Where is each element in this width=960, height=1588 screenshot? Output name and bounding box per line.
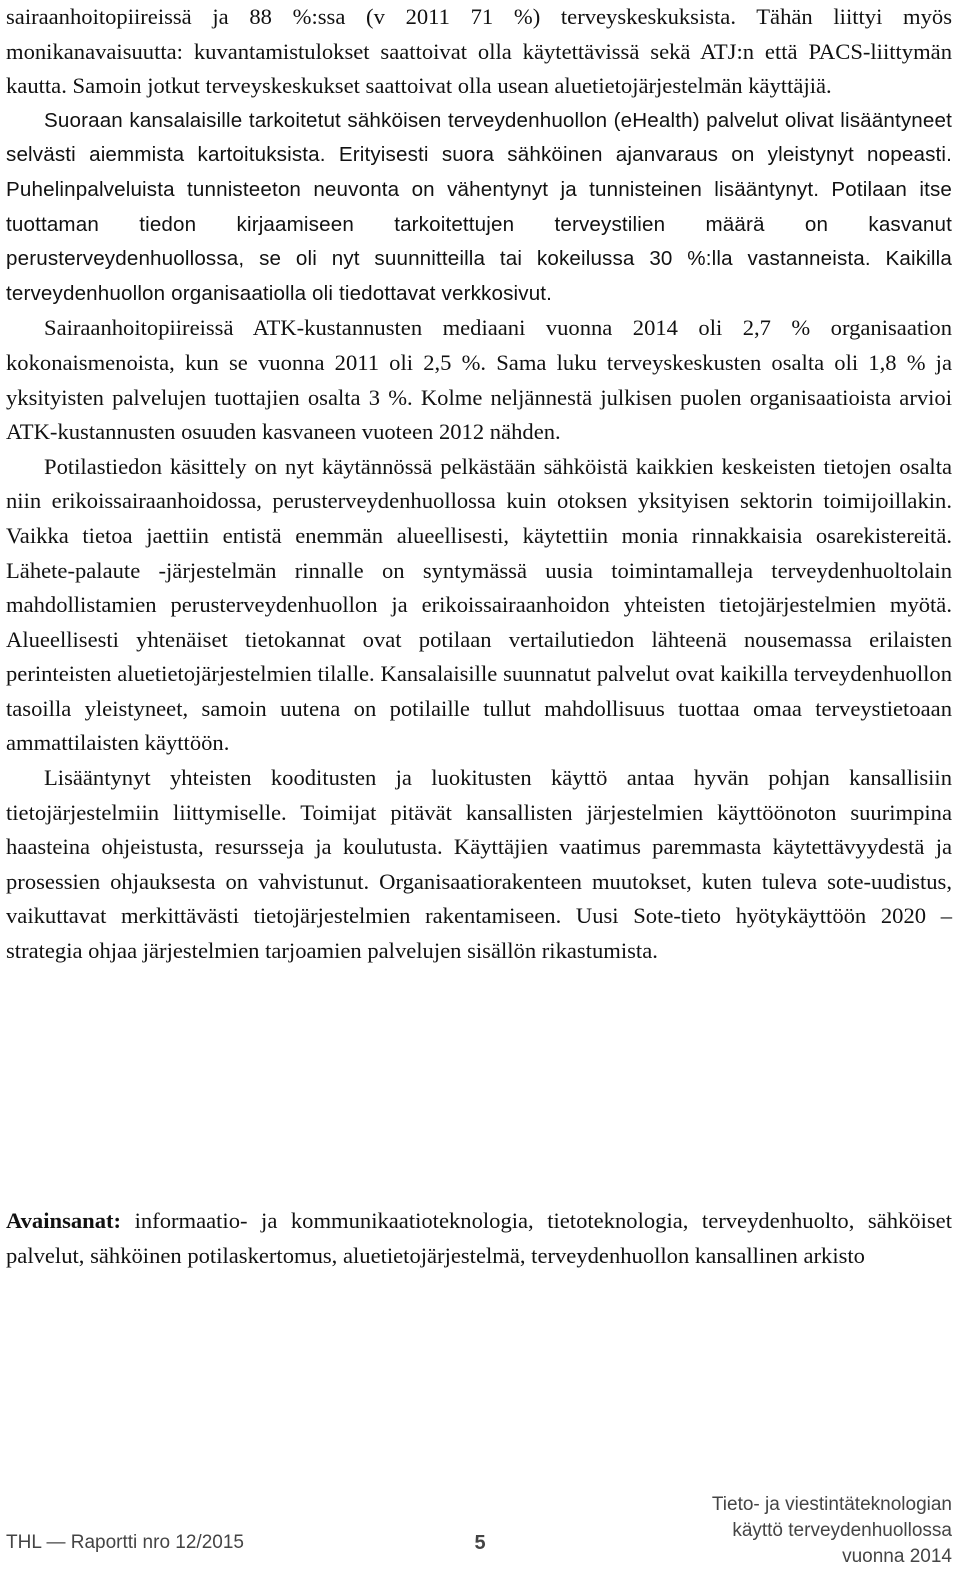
paragraph-continuation: sairaanhoitopiireissä ja 88 %:ssa (v 2011 71 %) terveyskeskuksista. Tähän liittyi myös monikanavaisuutta: kuvantamistulokset saattoivat olla käytettävissä sekä ATJ:n että PACS-liittymän kautta. Samoin jotkut terveyskeskukset saattoivat olla usean aluetietojärjestelmän käyttäjiä. [6,4,952,99]
paragraph-ehealth-services: Suoraan kansalaisille tarkoitetut sähköisen terveydenhuollon (eHealth) palvelut olivat lisääntyneet selvästi aiemmista kartoituksista. Erityisesti suora sähköinen ajanvaraus on yleistynyt nopeasti. Puhelinpalveluista tunnisteeton neuvonta on vähentynyt ja tunnisteinen lisääntynyt. Potilaan itse tuottaman tiedon kirjaamiseen tarkoitettujen terveystilien määrä on kasvanut perusterveydenhuollossa, se oli nyt suunnitteilla tai kokeilussa 30 %:lla vastanneista. Kaikilla terveydenhuollon organisaatiolla oli tiedottavat verkkosivut. [6,108,952,305]
body-text [6,0,952,969]
footer-title-line: Tieto- ja viestintäteknologian [711,1494,952,1515]
keywords [6,1204,952,1273]
page-number: 5 [474,1532,486,1554]
paragraph-it-costs: Sairaanhoitopiireissä ATK-kustannusten mediaani vuonna 2014 oli 2,7 % organisaation kokonaismenoista, kun se vuonna 2011 oli 2,5 %. Sama luku terveyskeskusten osalta oli 1,8 % ja yksityisten palvelujen tuottajien osalta 3 %. Kolme neljännestä julkisen puolen organisaatioista arvioi ATK-kustannusten osuuden kasvaneen vuoteen 2012 nähden. [6,315,952,445]
paragraph-coding-classification: Lisääntynyt yhteisten kooditusten ja luokitusten käyttö antaa hyvän pohjan kansallisiin tietojärjestelmiin liittymiselle. Toimijat pitävät kansallisten järjestelmien käyttöönoton suurimpina haasteina ohjeistusta, resursseja ja koulutusta. Käyttäjien vaatimus paremmasta käytettävyydestä ja prosessien ohjauksesta on vahvistunut. Organisaatiorakenteen muutokset, kuten tuleva sote-uudistus, vaikuttavat merkittävästi tietojärjestelmien rakentamiseen. Uusi Sote-tieto hyötykäyttöön 2020 – strategia ohjaa järjestelmien tarjoamien palvelujen sisällön rikastumista. [6,765,952,964]
paragraph-patient-data: Potilastiedon käsittely on nyt käytännössä pelkästään sähköistä kaikkien keskeisten tietojen osalta niin erikoissairaanhoidossa, perusterveydenhuollossa kuin otoksen yksityisen sektorin toimijoillakin. Vaikka tietoa jaettiin entistä enemmän alueellisesti, käytettiin monia rinnakkaisia osarekistereitä. Lähete-palaute -järjestelmän rinnalle on syntymässä uusia toimintamalleja terveydenhuoltolain mahdollistamien perusterveydenhuollon ja erikoissairaanhoidon yhteisten tietojärjestelmien myötä. Alueellisesti yhtenäiset tietokannat ovat potilaan vertailutiedon lähteenä nousemassa erilaisten perinteisten aluetietojärjestelmien tilalle. Kansalaisille suunnatut palvelut ovat kaikilla terveydenhuollon tasoilla yleistyneet, samoin uutena on potilaille tullut mahdollisuus tuottaa omaa terveystietoaan ammattilaisten käyttöön. [6,453,952,756]
footer-title-line: käyttö terveydenhuollossa [732,1520,952,1541]
page-footer [0,1490,960,1588]
keywords-label: Avainsanat: [6,1208,122,1233]
footer-report-id: THL — Raportti nro 12/2015 [6,1532,244,1553]
keywords-text: informaatio- ja kommunikaatioteknologia, tietoteknologia, terveydenhuolto, sähköiset palvelut, sähköinen potilaskertomus, aluetietojärjestelmä, terveydenhuollon kansallinen arkisto [6,1208,952,1268]
footer-report-title [652,1492,952,1570]
footer-title-line: vuonna 2014 [842,1546,952,1567]
